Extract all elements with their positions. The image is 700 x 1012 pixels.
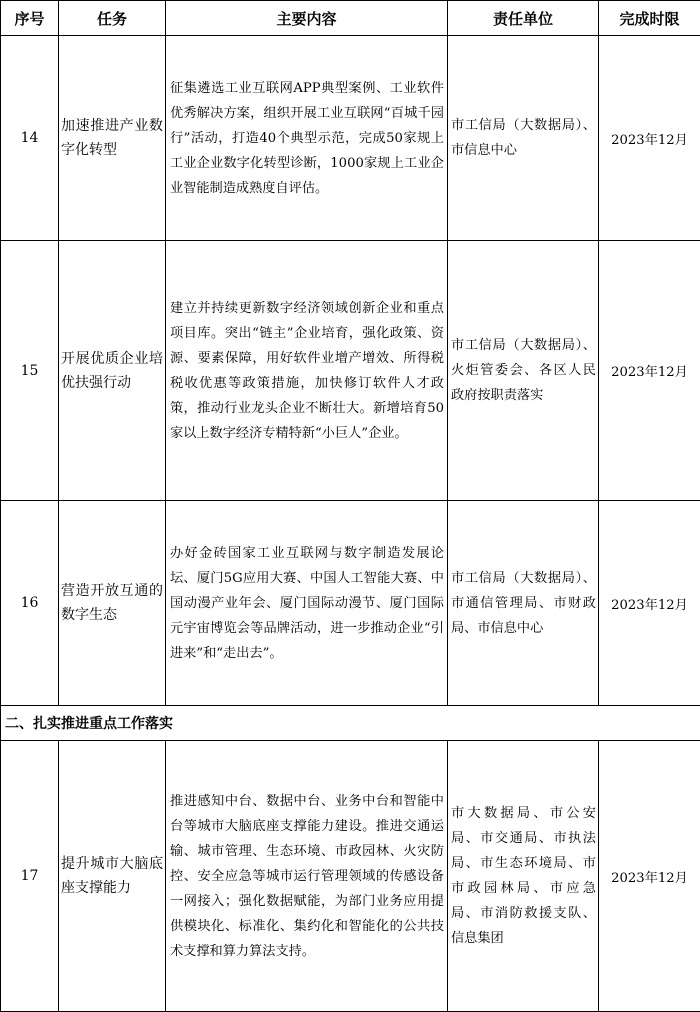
header-row: [1, 1, 700, 36]
table-row: [1, 741, 700, 1012]
header-unit: 责任单位: [448, 1, 599, 36]
row-unit-text: 市大数据局、市公安局、市交通局、市执法局、市生态环境局、市市政园林局、市应急局、市消防救援支队、信息集团: [451, 801, 596, 951]
row-num: 17: [1, 741, 59, 1012]
row-task-text: 提升城市大脑底座支撑能力: [61, 852, 163, 900]
row-task: [59, 501, 166, 706]
row-unit: [448, 741, 599, 1012]
table-row: [1, 36, 700, 241]
row-time: 2023年12月: [599, 36, 700, 241]
row-unit: [448, 241, 599, 501]
row-content: [166, 36, 448, 241]
row-unit-text: 市工信局（大数据局）、市通信管理局、市财政局、市信息中心: [451, 566, 596, 641]
row-time: 2023年12月: [599, 501, 700, 706]
header-time: 完成时限: [599, 1, 700, 36]
row-unit: [448, 36, 599, 241]
row-unit: [448, 501, 599, 706]
row-content-text: 办好金砖国家工业互联网与数字制造发展论坛、厦门5G应用大赛、中国人工智能大赛、中国动漫产业年会、厦门国际动漫节、厦门国际元宇宙博览会等品牌活动，进一步推动企业“引进来”和“走出去”。: [170, 541, 444, 666]
row-task-text: 开展优质企业培优扶强行动: [61, 347, 163, 395]
table-row: [1, 241, 700, 501]
row-task-text: 营造开放互通的数字生态: [61, 579, 163, 627]
row-task-text: 加速推进产业数字化转型: [61, 114, 163, 162]
row-num: 16: [1, 501, 59, 706]
table-row: [1, 501, 700, 706]
row-num: 15: [1, 241, 59, 501]
row-content-text: 征集遴选工业互联网APP典型案例、工业软件优秀解决方案，组织开展工业互联网“百城千园行”活动，打造40个典型示范，完成50家规上工业企业数字化转型诊断，1000家规上工业企业智能制造成熟度自评估。: [170, 76, 444, 201]
row-task: [59, 241, 166, 501]
header-task: 任务: [59, 1, 166, 36]
row-content: [166, 501, 448, 706]
header-num: 序号: [1, 1, 59, 36]
row-content-text: 建立并持续更新数字经济领域创新企业和重点项目库。突出“链主”企业培育，强化政策、资源、要素保障，用好软件业增产增效、所得税税收优惠等政策措施，加快修订软件人才政策，推动行业龙头企业不断壮大。新增培育50家以上数字经济专精特新“小巨人”企业。: [170, 296, 444, 446]
row-time: 2023年12月: [599, 241, 700, 501]
row-time: 2023年12月: [599, 741, 700, 1012]
row-unit-text: 市工信局（大数据局）、市信息中心: [451, 113, 596, 163]
row-task: [59, 741, 166, 1012]
row-task: [59, 36, 166, 241]
header-content: 主要内容: [166, 1, 448, 36]
row-content-text: 推进感知中台、数据中台、业务中台和智能中台等城市大脑底座支撑能力建设。推进交通运输、城市管理、生态环境、市政园林、火灾防控、安全应急等城市运行管理领域的传感设备一网接入；强化数据赋能，为部门业务应用提供模块化、标准化、集约化和智能化的公共技术支撑和算力算法支持。: [170, 789, 444, 964]
row-content: [166, 241, 448, 501]
row-num: 14: [1, 36, 59, 241]
row-unit-text: 市工信局（大数据局）、火炬管委会、各区人民政府按职责落实: [451, 333, 596, 408]
section-row: [1, 706, 700, 741]
row-content: [166, 741, 448, 1012]
section-title: 二、扎实推进重点工作落实: [1, 706, 700, 741]
